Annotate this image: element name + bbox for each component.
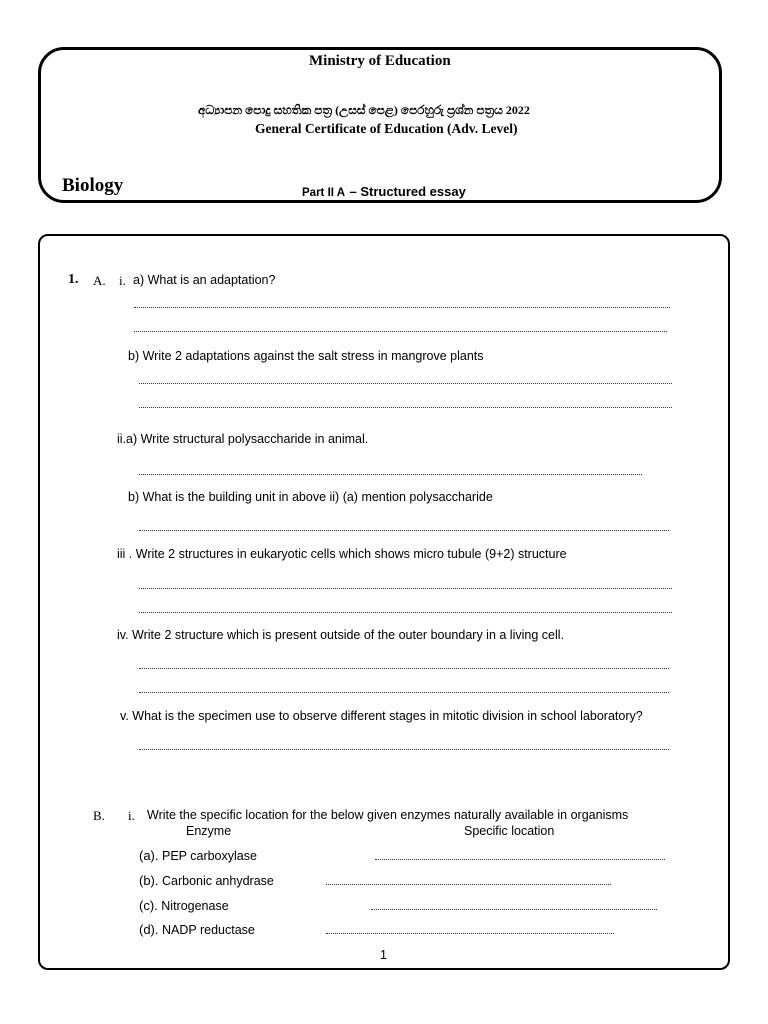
answer-line[interactable]: [134, 331, 667, 332]
answer-line[interactable]: [139, 588, 672, 589]
enzyme-letter: (a).: [139, 848, 159, 863]
question-a-ii-b: b) What is the building unit in above ii) (a) mention polysaccharide: [128, 490, 493, 504]
part-a-i-number: i.: [119, 273, 126, 288]
enzyme-item: [139, 898, 229, 913]
answer-line[interactable]: [371, 909, 657, 910]
subject-title: Biology: [62, 175, 124, 196]
part-suffix: – Structured essay: [349, 184, 466, 199]
answer-line[interactable]: [139, 407, 672, 408]
question-a-i-b: b) Write 2 adaptations against the salt stress in mangrove plants: [128, 349, 484, 363]
ministry-title: Ministry of Education: [309, 53, 451, 69]
enzyme-item: [139, 848, 257, 863]
enzyme-name: NADP reductase: [161, 923, 255, 937]
answer-line[interactable]: [139, 692, 669, 693]
answer-line[interactable]: [139, 474, 642, 475]
part-b-i-number: i.: [128, 808, 135, 823]
question-a-iv: iv. Write 2 structure which is present outside of the outer boundary in a living cell.: [117, 628, 564, 642]
part-title: [302, 183, 466, 201]
answer-line[interactable]: [326, 884, 611, 885]
question-a-iii: iii . Write 2 structures in eukaryotic cells which shows micro tubule (9+2) structure: [117, 547, 567, 561]
enzyme-name: Carbonic anhydrase: [161, 874, 274, 888]
question-b-instruction: Write the specific location for the below given enzymes naturally available in organisms: [147, 808, 629, 822]
enzyme-letter: (c).: [139, 898, 158, 913]
answer-line[interactable]: [139, 668, 669, 669]
question-number: 1.: [68, 272, 79, 287]
enzyme-item: [139, 922, 255, 937]
part-prefix: Part II A: [302, 187, 346, 199]
enzyme-letter: (b).: [139, 873, 159, 888]
answer-line[interactable]: [326, 933, 614, 934]
answer-line[interactable]: [139, 749, 669, 750]
question-a-v: v. What is the specimen use to observe different stages in mitotic division in school laboratory?: [120, 709, 643, 723]
sinhala-exam-title: අධ්‍යාපන පොදු සහතික පත්‍ර (උසස් පෙළ) පෙරහුරු ප්‍රශ්න පත්‍රය 2022: [198, 103, 530, 117]
answer-line[interactable]: [139, 530, 669, 531]
enzyme-item: [139, 873, 274, 888]
answer-line[interactable]: [375, 859, 665, 860]
answer-line[interactable]: [139, 383, 672, 384]
enzyme-name: PEP carboxylase: [161, 849, 257, 863]
page-number: 1: [380, 948, 387, 962]
question-a-i-a: a) What is an adaptation?: [133, 273, 276, 287]
enzyme-letter: (d).: [139, 922, 159, 937]
column-header-location: Specific location: [464, 824, 555, 838]
gce-title: General Certificate of Education (Adv. Level): [255, 121, 518, 136]
answer-line[interactable]: [139, 612, 672, 613]
part-a-label: A.: [93, 273, 106, 288]
answer-line[interactable]: [134, 307, 670, 308]
column-header-enzyme: Enzyme: [186, 824, 232, 838]
enzyme-name: Nitrogenase: [161, 899, 229, 913]
question-a-ii-a: ii.a) Write structural polysaccharide in animal.: [117, 432, 369, 446]
part-b-label: B.: [93, 808, 105, 823]
